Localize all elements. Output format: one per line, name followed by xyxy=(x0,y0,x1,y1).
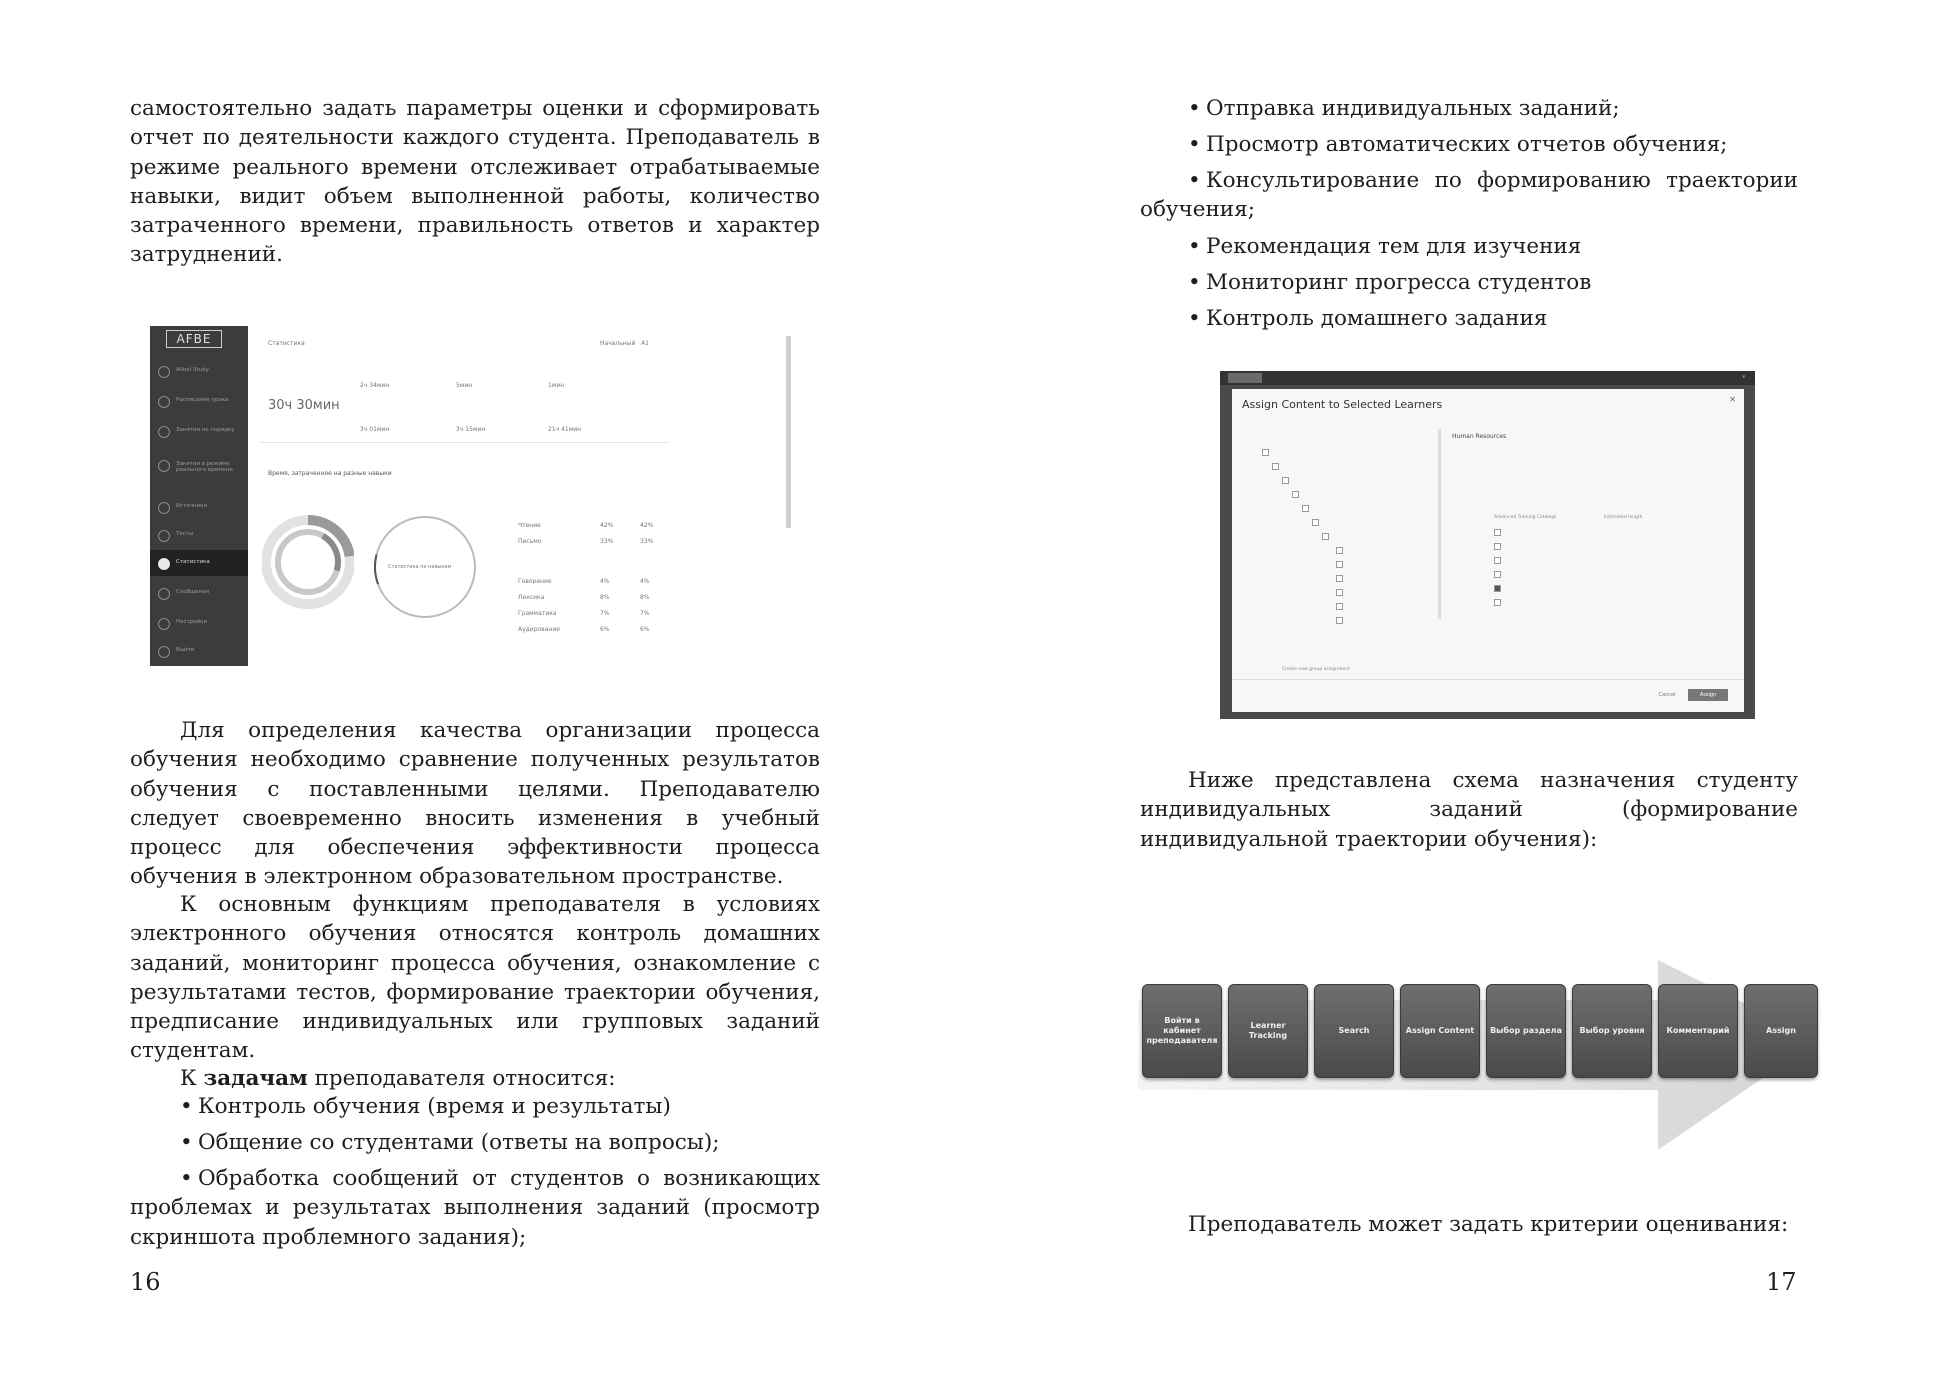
left-paragraph-2: Для определения качества организации процесса обучения необходимо сравнение полученных результатов обучения с поставленными целями. Преподавателю следует своевременно вносить изменения в учебный процесс для обеспечения эффективности процесса обучения в электронном образовательном пространстве. xyxy=(130,718,820,890)
schema-paragraph: Ниже представлена схема назначения студенту индивидуальных заданий (формирование индивидуальной траектории обучения): xyxy=(1140,768,1798,852)
skill-label: Письмо xyxy=(518,538,542,545)
bullet-dot: • xyxy=(1188,234,1201,259)
tree-checkbox xyxy=(1272,463,1279,470)
tree-checkbox xyxy=(1282,477,1289,484)
sidebar-icon xyxy=(158,646,170,658)
sidebar-icon xyxy=(158,530,170,542)
skill-value: 8% xyxy=(600,594,610,601)
bullet-dot: • xyxy=(180,1130,193,1155)
bullet-dot: • xyxy=(1188,270,1201,295)
process-diagram xyxy=(1138,960,1828,1150)
process-step: Войти в кабинет преподавателя xyxy=(1142,984,1222,1078)
row-radio xyxy=(1494,599,1501,606)
tree-checkbox xyxy=(1336,603,1343,610)
pane-splitter xyxy=(1438,429,1441,619)
tree-checkbox xyxy=(1322,533,1329,540)
skill-value: 6% xyxy=(640,626,650,633)
sidebar-icon xyxy=(158,618,170,630)
skill-value: 6% xyxy=(600,626,610,633)
dialog-title: Assign Content to Selected Learners xyxy=(1242,398,1443,411)
skill-label: Аудирование xyxy=(518,626,560,633)
bullet-dot: • xyxy=(1188,168,1201,193)
tree-checkbox xyxy=(1336,617,1343,624)
task-bullet: • Контроль обучения (время и результаты) xyxy=(180,1094,671,1119)
row-radio xyxy=(1494,557,1501,564)
left-paragraph-3: К основным функциям преподавателя в условиях электронного обучения относятся контроль домашних заданий, мониторинг процесса обучения, ознакомление с результатами тестов, формирование траектории обучения, предписание индивидуальных или групповых заданий студентам. xyxy=(130,892,820,1064)
sidebar-item: Тесты xyxy=(150,522,248,548)
topbar-user: ▾ xyxy=(1742,374,1745,380)
sidebar-item: Источники xyxy=(150,494,248,520)
stat-value: 3ч 15мин xyxy=(456,426,486,433)
sidebar-icon xyxy=(158,366,170,378)
column-header: Estimated length xyxy=(1604,515,1643,520)
process-step: Assign xyxy=(1744,984,1818,1078)
skill-value: 42% xyxy=(640,522,654,529)
tree-checkbox xyxy=(1262,449,1269,456)
stat-value: 21ч 41мин xyxy=(548,426,582,433)
sidebar-icon xyxy=(158,502,170,514)
footer-link: Create new group assignment xyxy=(1282,667,1350,672)
stat-value: 1мин xyxy=(548,382,565,389)
row-radio-selected xyxy=(1494,585,1501,592)
assign-content-screenshot xyxy=(1220,371,1755,719)
right-page xyxy=(966,0,1933,1392)
assign-button: Assign xyxy=(1688,689,1728,701)
screenshot-main xyxy=(248,326,795,666)
sidebar-item: Настройки xyxy=(150,610,248,636)
bullet-dot: • xyxy=(1188,132,1201,157)
page-number-left: 16 xyxy=(130,1268,161,1296)
function-bullet: • Просмотр автоматических отчетов обучения; xyxy=(1188,132,1728,157)
column-header: Advanced Training Catalogs xyxy=(1494,515,1557,520)
page-number-right: 17 xyxy=(1766,1268,1797,1296)
divider xyxy=(260,442,670,443)
task-bullet-long: • Обработка сообщений от студентов о возникающих проблемах и результатах выполнения заданий (просмотр скриншота проблемного задания); xyxy=(130,1166,820,1250)
close-icon: ✕ xyxy=(1729,395,1736,404)
process-step: Search xyxy=(1314,984,1394,1078)
stat-value: 3ч 01мин xyxy=(360,426,390,433)
skill-value: 7% xyxy=(640,610,650,617)
tree-checkbox xyxy=(1302,505,1309,512)
sidebar-icon xyxy=(158,426,170,438)
skill-value: 4% xyxy=(600,578,610,585)
skill-label: Чтение xyxy=(518,522,541,529)
criteria-paragraph: Преподаватель может задать критерии оценивания: xyxy=(1188,1212,1789,1237)
screenshot-topbar xyxy=(1220,371,1755,385)
skill-label: Говорение xyxy=(518,578,552,585)
stat-value: 5мин xyxy=(456,382,473,389)
row-radio xyxy=(1494,571,1501,578)
skill-value: 4% xyxy=(640,578,650,585)
stat-value: 2ч 34мин xyxy=(360,382,390,389)
tree-checkbox xyxy=(1336,589,1343,596)
function-bullet: • Рекомендация тем для изучения xyxy=(1188,234,1582,259)
process-step: Learner Tracking xyxy=(1228,984,1308,1078)
assign-dialog xyxy=(1232,389,1744,712)
bullet-dot: • xyxy=(180,1094,193,1119)
task-bullet: • Общение со студентами (ответы на вопросы); xyxy=(180,1130,720,1155)
bullet-dot: • xyxy=(1188,96,1201,121)
process-step: Комментарий xyxy=(1658,984,1738,1078)
pie-chart-icon xyxy=(158,558,170,570)
skill-label: Лексика xyxy=(518,594,545,601)
sidebar-item: Сообщения xyxy=(150,580,248,606)
tree-checkbox xyxy=(1292,491,1299,498)
level-label: Начальный · A1 xyxy=(600,340,649,347)
sidebar-item: Расписание урока xyxy=(150,388,248,414)
ring-label: Статистика по навыкам xyxy=(388,564,452,570)
row-radio xyxy=(1494,529,1501,536)
skill-value: 7% xyxy=(600,610,610,617)
skill-value: 8% xyxy=(640,594,650,601)
process-step: Assign Content xyxy=(1400,984,1480,1078)
function-bullet-long: • Консультирование по формированию траектории обучения; xyxy=(1140,168,1798,223)
skill-value: 33% xyxy=(640,538,654,545)
process-step: Выбор раздела xyxy=(1486,984,1566,1078)
tasks-heading: К задачам преподавателя относится: xyxy=(180,1066,616,1091)
skill-value: 33% xyxy=(600,538,614,545)
tree-checkbox xyxy=(1336,547,1343,554)
skill-label: Грамматика xyxy=(518,610,557,617)
function-bullet: • Отправка индивидуальных заданий; xyxy=(1188,96,1620,121)
sidebar-item: Занятия в режиме реального времени xyxy=(150,452,248,478)
skill-value: 42% xyxy=(600,522,614,529)
statistics-screenshot xyxy=(150,326,795,666)
row-radio xyxy=(1494,543,1501,550)
dialog-footer-divider xyxy=(1232,679,1744,680)
sidebar-item: Выйти xyxy=(150,638,248,664)
left-page xyxy=(0,0,966,1392)
tree-checkbox xyxy=(1336,575,1343,582)
screenshot-sidebar xyxy=(150,326,248,666)
time-ring-chart xyxy=(262,504,354,622)
tree-checkbox xyxy=(1336,561,1343,568)
sidebar-item: Занятия по порядку xyxy=(150,418,248,444)
chart-title: Время, затраченное на разные навыки xyxy=(268,470,392,477)
total-time: 30ч 30мин xyxy=(268,398,340,413)
sidebar-item: Alibel Study xyxy=(150,358,248,384)
app-logo: AFBE xyxy=(166,330,222,348)
cancel-button: Cancel xyxy=(1658,692,1676,698)
left-paragraph-1: самостоятельно задать параметры оценки и сформировать отчет по деятельности каждого студента. Преподаватель в режиме реального времени отслеживает отрабатываемые навыки, видит объем выполненной работы, количество затраченного времени, правильность ответов и характер затруднений. xyxy=(130,96,820,268)
function-bullet: • Контроль домашнего задания xyxy=(1188,306,1548,331)
process-step: Выбор уровня xyxy=(1572,984,1652,1078)
function-bullet: • Мониторинг прогресса студентов xyxy=(1188,270,1592,295)
screenshot-scrollbar xyxy=(786,336,791,528)
screen-title: Статистика xyxy=(268,340,305,347)
sidebar-icon xyxy=(158,396,170,408)
app-logo xyxy=(1228,373,1262,383)
bullet-dot: • xyxy=(1188,306,1201,331)
bullet-dot: • xyxy=(180,1166,193,1191)
section-title: Human Resources xyxy=(1452,433,1507,440)
sidebar-item-active: Статистика xyxy=(150,550,248,576)
sidebar-icon xyxy=(158,460,170,472)
tree-checkbox xyxy=(1312,519,1319,526)
sidebar-icon xyxy=(158,588,170,600)
